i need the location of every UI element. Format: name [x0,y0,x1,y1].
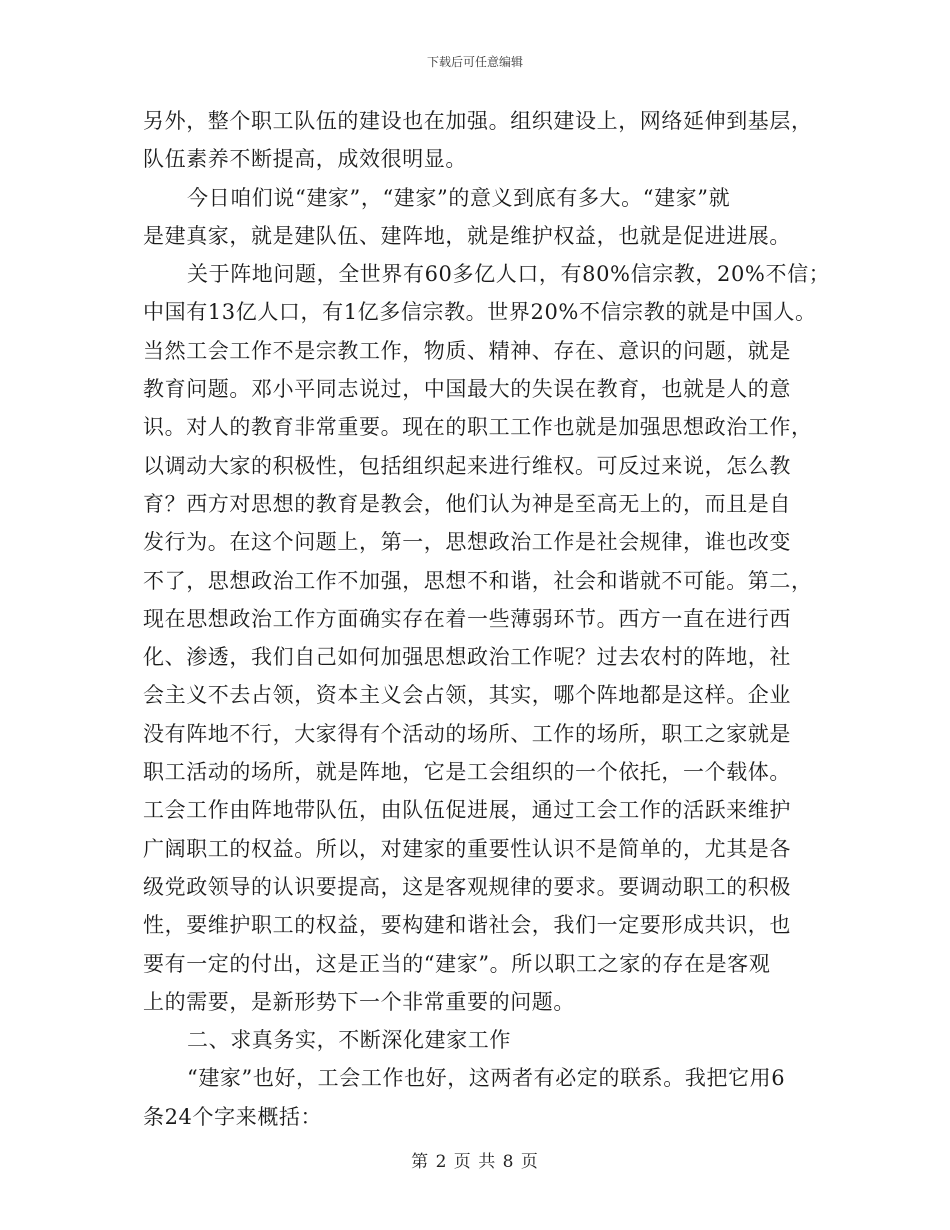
text-line: 条24个字来概括： [143,1104,323,1129]
text-line: 关于阵地问题，全世界有60多亿人口，有80%信宗教，20%不信； [187,262,831,287]
text-line: 职工活动的场所，就是阵地，它是工会组织的一个依托，一个载体。 [143,760,791,785]
text-line: 工会工作由阵地带队伍，由队伍促进展，通过工会工作的活跃来维护 [143,798,791,823]
text-line: “建家”也好，工会工作也好，这两者有必定的联系。我把它用6 [187,1066,786,1091]
text-line: 是建真家，就是建队伍、建阵地，就是维护权益，也就是促进进展。 [143,223,791,248]
text-line: 二、求真务实，不断深化建家工作 [187,1028,511,1053]
text-line: 中国有13亿人口，有1亿多信宗教。世界20%不信宗教的就是中国人。 [143,300,817,325]
document-body [143,102,831,1136]
text-line: 教育问题。邓小平同志说过，中国最大的失误在教育，也就是人的意 [143,377,791,402]
text-line: 发行为。在这个问题上，第一，思想政治工作是社会规律，谁也改变 [143,530,791,555]
text-line: 性，要维护职工的权益，要构建和谐社会，我们一定要形成共识，也 [143,913,791,938]
text-line: 现在思想政治工作方面确实存在着一些薄弱环节。西方一直在进行西 [143,606,791,631]
text-line: 当然工会工作不是宗教工作，物质、精神、存在、意识的问题，就是 [143,338,791,363]
text-line: 另外，整个职工队伍的建设也在加强。组织建设上，网络延伸到基层， [143,109,813,133]
text-line: 会主义不去占领，资本主义会占领，其实，哪个阵地都是这样。企业 [143,683,791,708]
text-line: 今日咱们说“建家”，“建家”的意义到底有多大。“建家”就 [187,185,731,210]
text-line: 队伍素养不断提高，成效很明显。 [143,147,467,172]
text-line: 级党政领导的认识要提高，这是客观规律的要求。要调动职工的积极 [143,874,791,899]
text-line: 广阔职工的权益。所以，对建家的重要性认识不是简单的，尤其是各 [143,836,791,861]
text-line: 育？西方对思想的教育是教会，他们认为神是至高无上的，而且是自 [143,491,791,516]
text-line: 上的需要，是新形势下一个非常重要的问题。 [143,989,575,1014]
text-line: 化、渗透，我们自己如何加强思想政治工作呢？过去农村的阵地，社 [143,645,791,670]
text-line: 不了，思想政治工作不加强，思想不和谐，社会和谐就不可能。第二， [143,568,813,593]
page-number: 第 2 页 共 8 页 [411,1152,539,1172]
text-line: 要有一定的付出，这是正当的“建家”。所以职工之家的存在是客观 [143,951,771,976]
text-line: 没有阵地不行，大家得有个活动的场所、工作的场所，职工之家就是 [143,721,791,746]
text-line: 以调动大家的积极性，包括组织起来进行维权。可反过来说，怎么教 [143,453,791,478]
text-line: 识。对人的教育非常重要。现在的职工工作也就是加强思想政治工作， [143,415,813,440]
page-header: 下载后可任意编辑 [426,55,523,69]
